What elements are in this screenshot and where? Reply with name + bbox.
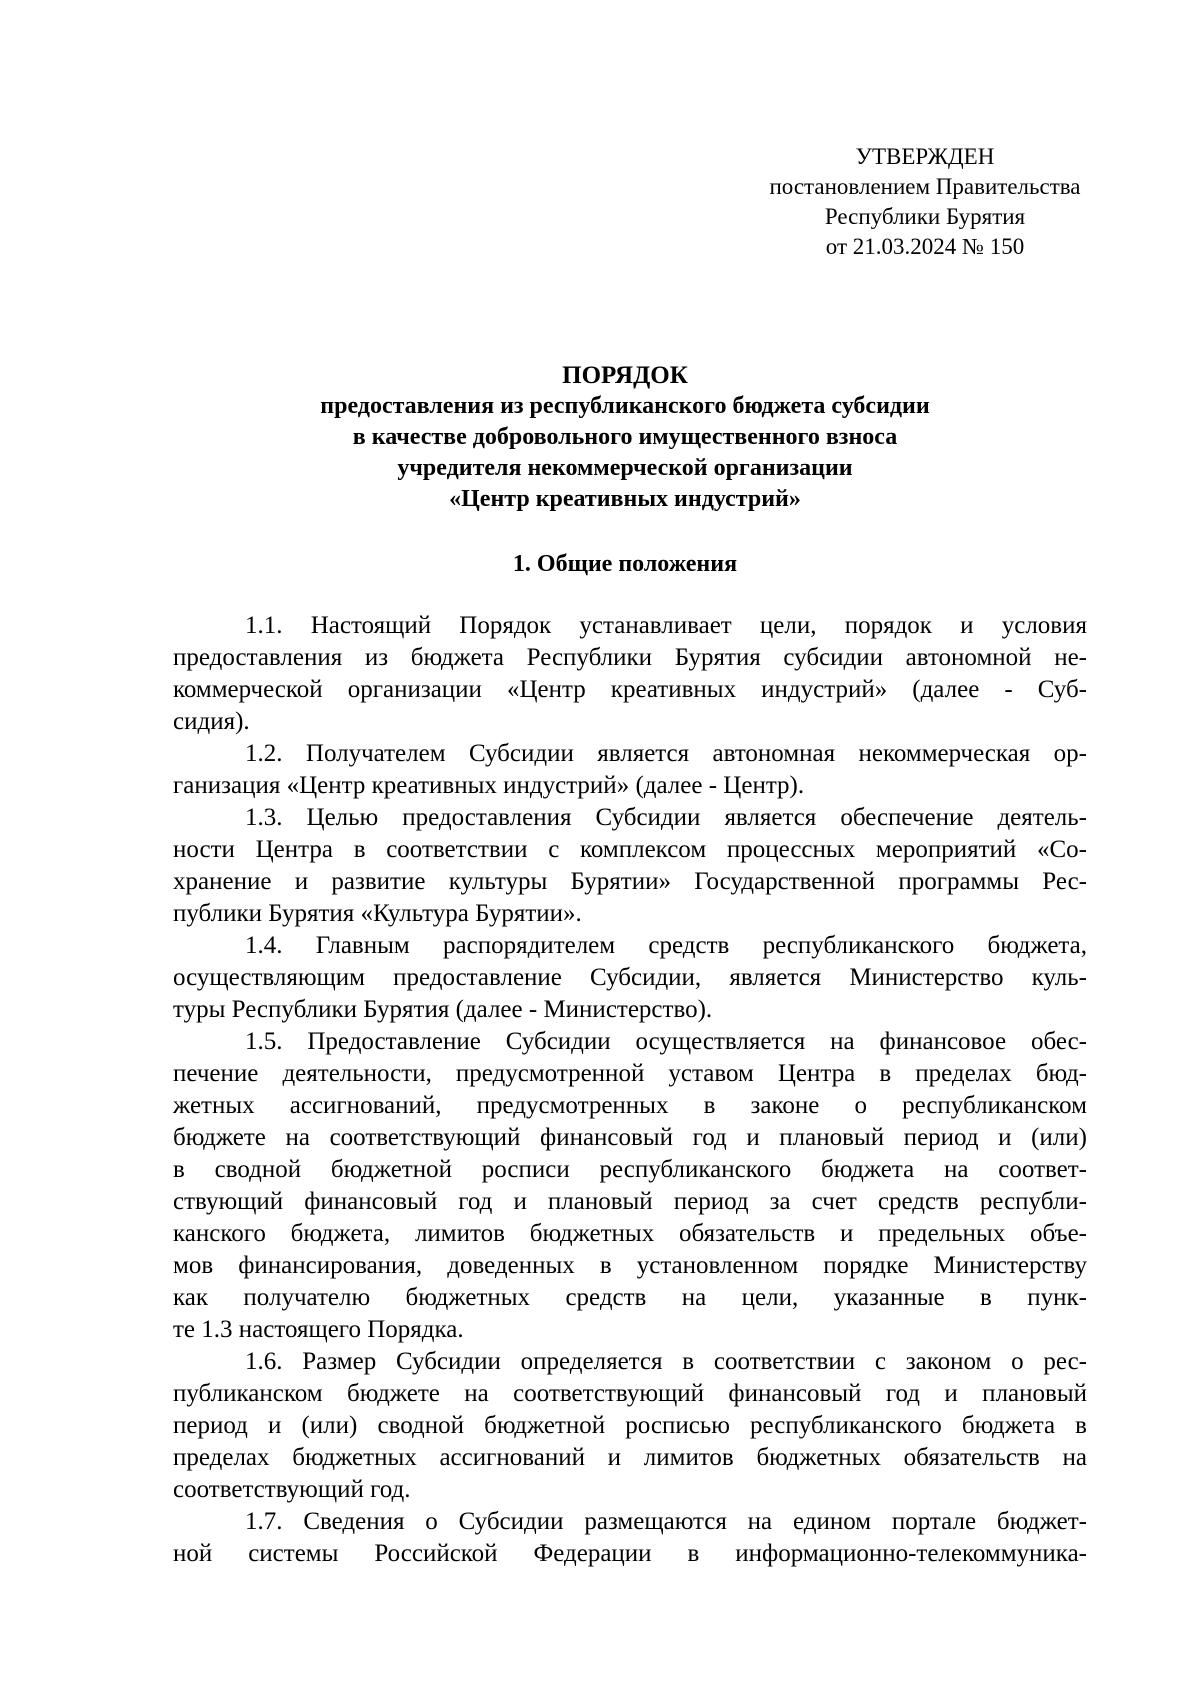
paragraph-line: 1.4. Главным распорядителем средств республиканского бюджета,: [245, 932, 1087, 959]
document-title: [160, 360, 1090, 515]
paragraph-line: предоставления из бюджета Республики Бурятия субсидии автономной не-: [173, 644, 1087, 671]
paragraph-line: пределах бюджетных ассигнований и лимитов бюджетных обязательств на: [173, 1444, 1087, 1471]
paragraph-line: 1.3. Целью предоставления Субсидии является обеспечение деятель-: [245, 804, 1087, 831]
paragraph-line: те 1.3 настоящего Порядка.: [173, 1316, 464, 1343]
paragraph: [173, 802, 1087, 930]
paragraph: [173, 1026, 1087, 1346]
title-line: «Центр креативных индустрий»: [449, 486, 801, 512]
title-line: учредителя некоммерческой организации: [397, 455, 853, 481]
paragraph-line: ности Центра в соответствии с комплексом процессных мероприятий «Со-: [173, 836, 1087, 863]
paragraph-line: туры Республики Бурятия (далее - Министерство).: [173, 996, 713, 1023]
paragraph: [173, 610, 1087, 738]
approval-date-number: от 21.03.2024 № 150: [825, 234, 1025, 259]
paragraph-line: 1.1. Настоящий Порядок устанавливает цели, порядок и условия: [245, 612, 1087, 639]
paragraph-line: 1.6. Размер Субсидии определяется в соответствии с законом о рес-: [245, 1348, 1087, 1375]
paragraph-line: канского бюджета, лимитов бюджетных обязательств и предельных объе-: [173, 1220, 1087, 1247]
paragraph: [173, 930, 1087, 1026]
paragraph-line: печение деятельности, предусмотренной уставом Центра в пределах бюд-: [173, 1060, 1087, 1087]
approval-heading: УТВЕРЖДЕН: [855, 144, 995, 169]
paragraph-line: в сводной бюджетной росписи республиканского бюджета на соответ-: [173, 1156, 1087, 1183]
paragraph-line: коммерческой организации «Центр креативных индустрий» (далее - Суб-: [173, 676, 1087, 703]
paragraph-line: ганизация «Центр креативных индустрий» (далее - Центр).: [173, 772, 805, 799]
paragraph-line: период и (или) сводной бюджетной росписью республиканского бюджета в: [173, 1412, 1087, 1439]
paragraph-line: бюджете на соответствующий финансовый год и плановый период и (или): [173, 1124, 1087, 1151]
approval-stamp: [760, 142, 1090, 262]
paragraph-line: публиканском бюджете на соответствующий финансовый год и плановый: [173, 1380, 1087, 1407]
title-main: ПОРЯДОК: [562, 362, 688, 389]
section-heading: 1. Общие положения: [512, 551, 738, 577]
approval-decree: постановлением Правительства: [769, 174, 1081, 199]
paragraph-line: публики Бурятия «Культура Бурятии».: [173, 900, 582, 927]
paragraph-line: как получателю бюджетных средств на цели, указанные в пунк-: [173, 1284, 1087, 1311]
paragraph-line: жетных ассигнований, предусмотренных в законе о республиканском: [173, 1092, 1087, 1119]
document-body: [173, 610, 1087, 1570]
title-line: в качестве добровольного имущественного взноса: [352, 424, 898, 450]
paragraph-line: ной системы Российской Федерации в информационно-телекоммуника-: [173, 1540, 1087, 1567]
paragraph-line: 1.5. Предоставление Субсидии осуществляется на финансовое обес-: [245, 1028, 1087, 1055]
paragraph-line: 1.7. Сведения о Субсидии размещаются на едином портале бюджет-: [245, 1508, 1087, 1535]
paragraph: [173, 1346, 1087, 1506]
paragraph: [173, 1506, 1087, 1570]
paragraph-line: ствующий финансовый год и плановый период за счет средств республи-: [173, 1188, 1087, 1215]
paragraph-line: 1.2. Получателем Субсидии является автономная некоммерческая ор-: [245, 740, 1087, 767]
paragraph-line: хранение и развитие культуры Бурятии» Государственной программы Рес-: [173, 868, 1087, 895]
title-line: предоставления из республиканского бюджета субсидии: [320, 393, 930, 419]
paragraph-line: мов финансирования, доведенных в установленном порядке Министерству: [173, 1252, 1087, 1279]
paragraph: [173, 738, 1087, 802]
approval-republic: Республики Бурятия: [824, 204, 1026, 229]
paragraph-line: осуществляющим предоставление Субсидии, является Министерство куль-: [173, 964, 1087, 991]
paragraph-line: сидия).: [173, 708, 250, 735]
paragraph-line: соответствующий год.: [173, 1476, 411, 1503]
